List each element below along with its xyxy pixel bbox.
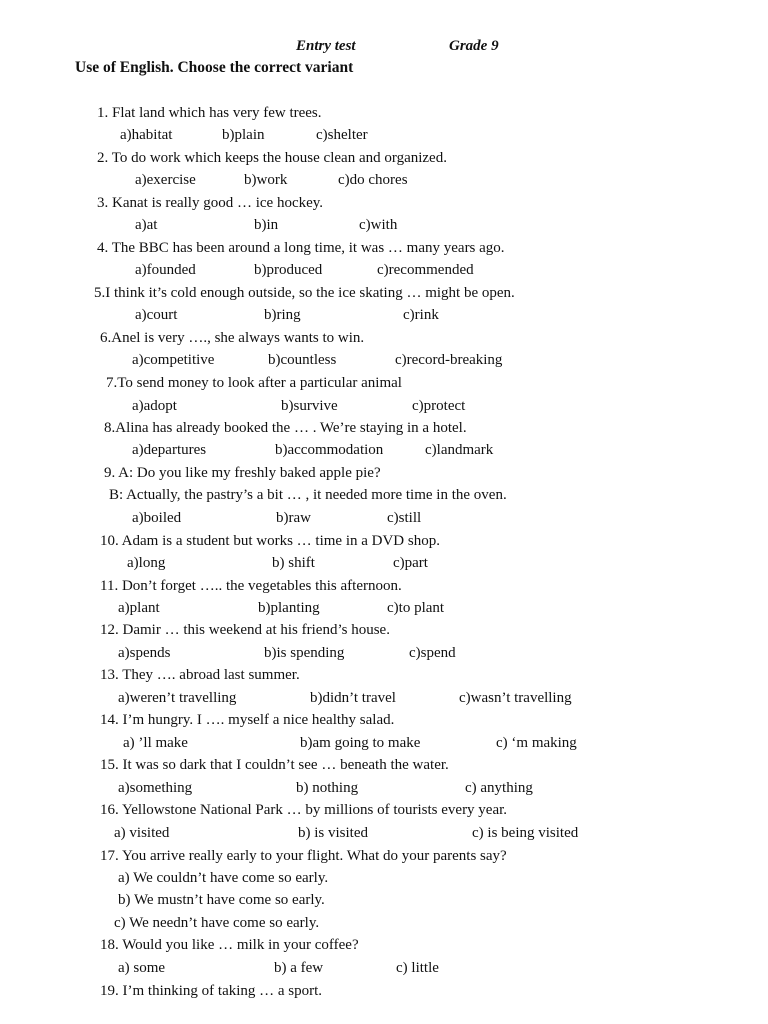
option-17c: c) We needn’t have come so early.: [114, 915, 320, 931]
option-16a: a) visited: [114, 825, 170, 841]
question-6: 6.Anel is very …., she always wants to win.: [100, 330, 365, 346]
option-16b: b) is visited: [298, 825, 368, 841]
question-14: 14. I’m hungry. I …. myself a nice healthy salad.: [100, 712, 395, 728]
option-1a: a)habitat: [120, 127, 173, 143]
option-6b: b)countless: [268, 352, 337, 368]
option-14a: a) ’ll make: [123, 735, 188, 751]
test-title: Entry test: [296, 38, 356, 54]
question-10: 10. Adam is a student but works … time in a DVD shop.: [100, 533, 440, 549]
question-16: 16. Yellowstone National Park … by millions of tourists every year.: [100, 802, 508, 818]
option-15b: b) nothing: [296, 780, 359, 796]
option-1b: b)plain: [222, 127, 265, 143]
option-7b: b)survive: [281, 398, 338, 414]
option-18a: a) some: [118, 960, 166, 976]
option-3a: a)at: [135, 217, 158, 233]
question-2: 2. To do work which keeps the house clean and organized.: [97, 150, 447, 166]
option-13b: b)didn’t travel: [310, 690, 396, 706]
option-17a: a) We couldn’t have come so early.: [118, 870, 329, 886]
option-6c: c)record-breaking: [395, 352, 503, 368]
option-5a: a)court: [135, 307, 178, 323]
option-5c: c)rink: [403, 307, 439, 323]
option-4c: c)recommended: [377, 262, 474, 278]
question-12: 12. Damir … this weekend at his friend’s house.: [100, 622, 390, 638]
option-3b: b)in: [254, 217, 279, 233]
option-9c: c)still: [387, 510, 422, 526]
option-6a: a)competitive: [132, 352, 215, 368]
option-5b: b)ring: [264, 307, 301, 323]
question-8: 8.Alina has already booked the … . We’re staying in a hotel.: [104, 420, 467, 436]
option-16c: c) is being visited: [472, 825, 579, 841]
option-10b: b) shift: [272, 555, 315, 571]
option-13a: a)weren’t travelling: [118, 690, 237, 706]
question-3: 3. Kanat is really good … ice hockey.: [97, 195, 324, 211]
question-15: 15. It was so dark that I couldn’t see … beneath the water.: [100, 757, 449, 773]
option-8a: a)departures: [132, 442, 207, 458]
option-8c: c)landmark: [425, 442, 494, 458]
instruction-heading: Use of English. Choose the correct variant: [75, 59, 354, 76]
option-17b: b) We mustn’t have come so early.: [118, 892, 325, 908]
option-8b: b)accommodation: [275, 442, 384, 458]
option-9a: a)boiled: [132, 510, 182, 526]
question-5: 5.I think it’s cold enough outside, so the ice skating … might be open.: [94, 285, 515, 301]
grade-label: Grade 9: [449, 38, 499, 54]
option-10a: a)long: [127, 555, 166, 571]
question-4: 4. The BBC has been around a long time, it was … many years ago.: [97, 240, 505, 256]
question-11: 11. Don’t forget ….. the vegetables this afternoon.: [100, 578, 402, 594]
question-13: 13. They …. abroad last summer.: [100, 667, 300, 683]
option-12a: a)spends: [118, 645, 171, 661]
option-18c: c) little: [396, 960, 439, 976]
option-11c: c)to plant: [387, 600, 445, 616]
option-1c: c)shelter: [316, 127, 368, 143]
option-15c: c) anything: [465, 780, 533, 796]
question-19: 19. I’m thinking of taking … a sport.: [100, 983, 323, 999]
option-2c: c)do chores: [338, 172, 408, 188]
option-7a: a)adopt: [132, 398, 177, 414]
option-14c: c) ‘m making: [496, 735, 577, 751]
option-7c: c)protect: [412, 398, 466, 414]
question-9-part-b: B: Actually, the pastry’s a bit … , it needed more time in the oven.: [109, 487, 507, 503]
question-1: 1. Flat land which has very few trees.: [97, 105, 322, 121]
option-18b: b) a few: [274, 960, 324, 976]
option-13c: c)wasn’t travelling: [459, 690, 572, 706]
option-10c: c)part: [393, 555, 428, 571]
option-14b: b)am going to make: [300, 735, 421, 751]
option-9b: b)raw: [276, 510, 311, 526]
option-12c: c)spend: [409, 645, 456, 661]
option-15a: a)something: [118, 780, 193, 796]
option-4a: a)founded: [135, 262, 196, 278]
option-3c: c)with: [359, 217, 398, 233]
question-9: 9. A: Do you like my freshly baked apple pie?: [104, 465, 381, 481]
question-18: 18. Would you like … milk in your coffee?: [100, 937, 359, 953]
question-7: 7.To send money to look after a particular animal: [106, 375, 402, 391]
option-11a: a)plant: [118, 600, 160, 616]
option-2b: b)work: [244, 172, 288, 188]
option-2a: a)exercise: [135, 172, 196, 188]
question-17: 17. You arrive really early to your flight. What do your parents say?: [100, 848, 507, 864]
option-4b: b)produced: [254, 262, 323, 278]
option-12b: b)is spending: [264, 645, 345, 661]
option-11b: b)planting: [258, 600, 320, 616]
